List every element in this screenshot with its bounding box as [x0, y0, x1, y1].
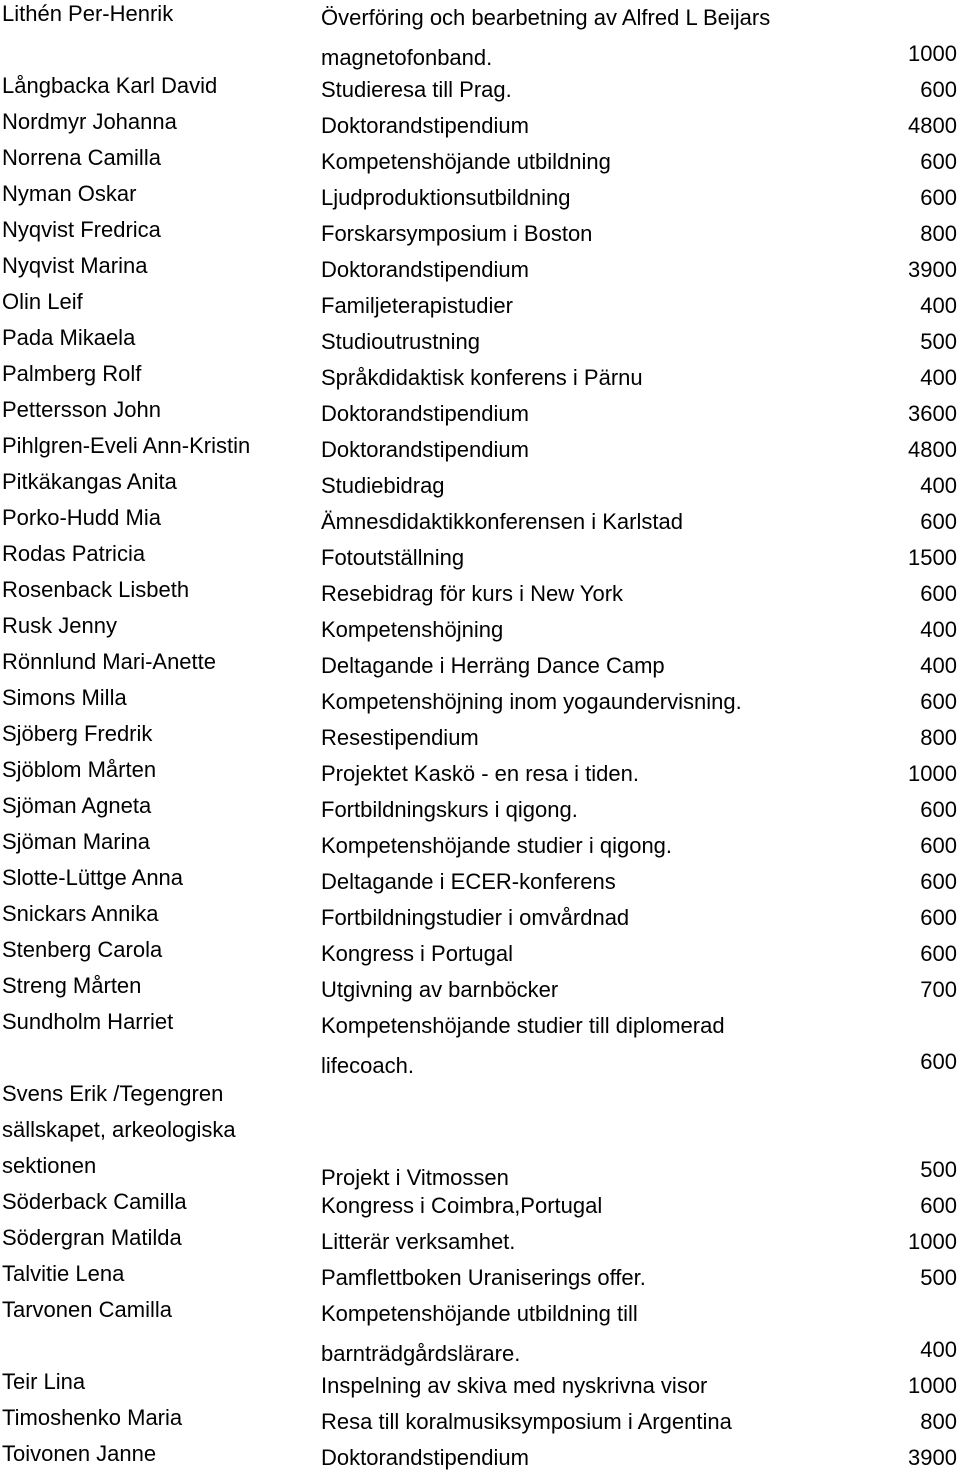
grant-amount: 1000	[908, 41, 957, 66]
grant-purpose	[321, 645, 881, 685]
grant-purpose	[321, 1221, 881, 1261]
grant-purpose-line: Kompetenshöjande utbildning	[321, 149, 611, 174]
recipient-name-line: Rönnlund Mari-Anette	[2, 649, 217, 674]
recipient-name-line: Simons Milla	[2, 685, 127, 710]
grant-purpose	[321, 933, 881, 973]
table-row	[0, 861, 960, 897]
recipient-name	[2, 1437, 302, 1473]
recipient-name-line: Olin Leif	[2, 289, 83, 314]
grant-purpose-line: Kompetenshöjande studier i qigong.	[321, 833, 673, 858]
grant-purpose-line: Deltagande i ECER-konferens	[321, 869, 616, 894]
recipient-name	[2, 681, 302, 717]
table-row	[0, 717, 960, 753]
grant-purpose-line: Kompetenshöjande utbildning till	[321, 1301, 638, 1326]
grant-purpose	[321, 429, 881, 469]
table-row	[0, 357, 960, 393]
recipient-name-line: Söderback Camilla	[2, 1189, 187, 1214]
table-row	[0, 1437, 960, 1473]
recipient-name	[2, 69, 302, 105]
recipient-name-line: Lithén Per-Henrik	[2, 1, 174, 26]
grant-amount: 500	[920, 1157, 957, 1182]
table-row	[0, 1365, 960, 1401]
recipient-name	[2, 0, 302, 33]
grant-amount: 600	[920, 797, 957, 822]
grant-purpose	[321, 1401, 881, 1441]
grant-purpose-line: Studiebidrag	[321, 473, 445, 498]
grant-purpose	[321, 969, 881, 1009]
grant-purpose	[321, 0, 881, 77]
recipient-name-line: Sundholm Harriet	[2, 1009, 174, 1034]
grant-purpose-line: Överföring och bearbetning av Alfred L Beijars	[321, 5, 771, 30]
grant-purpose-line: lifecoach.	[321, 1053, 414, 1078]
grant-purpose-line: Ljudproduktionsutbildning	[321, 185, 571, 210]
grant-amount: 3900	[908, 1445, 957, 1470]
table-row	[0, 429, 960, 465]
grant-amount: 1000	[908, 1229, 957, 1254]
grant-purpose	[321, 1293, 881, 1373]
table-row	[0, 933, 960, 969]
grant-purpose-line: Fortbildningstudier i omvårdnad	[321, 905, 630, 930]
table-row	[0, 537, 960, 573]
grant-purpose	[321, 177, 881, 217]
grant-purpose-line: Deltagande i Herräng Dance Camp	[321, 653, 665, 678]
grant-amount: 4800	[908, 113, 957, 138]
recipient-name-line: Toivonen Janne	[2, 1441, 157, 1466]
grant-amount: 400	[920, 293, 957, 318]
grant-purpose-line	[321, 1077, 881, 1117]
grant-purpose-line: Språkdidaktisk konferens i Pärnu	[321, 365, 643, 390]
recipient-name-line: Tarvonen Camilla	[2, 1297, 172, 1322]
grant-purpose	[321, 321, 881, 361]
table-row	[0, 69, 960, 105]
recipient-name-line: Pettersson John	[2, 397, 161, 422]
grant-purpose	[321, 1365, 881, 1405]
grant-purpose-line: Resestipendium	[321, 725, 479, 750]
grant-purpose	[321, 501, 881, 541]
table-row	[0, 645, 960, 681]
recipient-name-line: Snickars Annika	[2, 901, 159, 926]
recipient-name	[2, 357, 302, 393]
grant-amount: 3600	[908, 401, 957, 426]
recipient-name	[2, 393, 302, 429]
recipient-name	[2, 1005, 302, 1041]
recipient-name	[2, 537, 302, 573]
grant-purpose	[321, 105, 881, 145]
grant-amount: 4800	[908, 437, 957, 462]
grant-amount: 3900	[908, 257, 957, 282]
grant-purpose	[321, 717, 881, 757]
grant-purpose-line: Kompetenshöjning	[321, 617, 504, 642]
recipient-name	[2, 321, 302, 357]
table-row	[0, 285, 960, 321]
recipient-name-line: Södergran Matilda	[2, 1225, 182, 1250]
grant-purpose-line: Ämnesdidaktikkonferensen i Karlstad	[321, 509, 683, 534]
recipient-name-line: Streng Mårten	[2, 973, 142, 998]
recipient-name-line: Sjöman Agneta	[2, 793, 152, 818]
table-row	[0, 1005, 960, 1077]
recipient-name	[2, 645, 302, 681]
grant-purpose	[321, 285, 881, 325]
recipient-name-line: Pihlgren-Eveli Ann-Kristin	[2, 433, 251, 458]
grant-purpose	[321, 789, 881, 829]
grant-purpose	[321, 537, 881, 577]
recipient-name	[2, 465, 302, 501]
grant-purpose-line: Resebidrag för kurs i New York	[321, 581, 624, 606]
table-row	[0, 105, 960, 141]
table-row	[0, 465, 960, 501]
table-row	[0, 573, 960, 609]
table-row	[0, 1401, 960, 1437]
grant-purpose-line: Doktorandstipendium	[321, 437, 529, 462]
grant-purpose	[321, 1257, 881, 1297]
grant-purpose-line: Doktorandstipendium	[321, 257, 529, 282]
recipient-name-line: Nyqvist Marina	[2, 253, 148, 278]
table-row	[0, 501, 960, 537]
table-row	[0, 177, 960, 213]
grant-amount: 500	[920, 1265, 957, 1290]
grant-purpose-line: Studioutrustning	[321, 329, 480, 354]
table-row	[0, 1293, 960, 1365]
grant-purpose-line: Utgivning av barnböcker	[321, 977, 559, 1002]
grant-purpose	[321, 753, 881, 793]
recipient-name-line: Norrena Camilla	[2, 145, 161, 170]
table-row	[0, 141, 960, 177]
recipient-name-line: Nordmyr Johanna	[2, 109, 177, 134]
recipient-name-line: Timoshenko Maria	[2, 1405, 183, 1430]
table-row	[0, 681, 960, 717]
grant-purpose-line: Kongress i Coimbra,Portugal	[321, 1193, 603, 1218]
recipient-name-line: Palmberg Rolf	[2, 361, 142, 386]
grant-amount: 800	[920, 725, 957, 750]
recipient-name	[2, 825, 302, 861]
recipient-name	[2, 285, 302, 321]
table-row	[0, 393, 960, 429]
grant-amount: 600	[920, 1049, 957, 1074]
recipient-name	[2, 177, 302, 213]
grant-purpose	[321, 825, 881, 865]
table-row	[0, 1185, 960, 1221]
recipient-name	[2, 861, 302, 897]
recipient-name	[2, 213, 302, 249]
recipient-name	[2, 249, 302, 285]
recipient-name-line: Teir Lina	[2, 1369, 86, 1394]
table-row	[0, 1221, 960, 1257]
grant-amount: 800	[920, 221, 957, 246]
recipient-name-line: Sjöblom Mårten	[2, 757, 157, 782]
table-row	[0, 609, 960, 645]
grant-purpose	[321, 393, 881, 433]
grant-purpose	[321, 861, 881, 901]
grant-purpose	[321, 1185, 881, 1225]
grant-purpose-line: Litterär verksamhet.	[321, 1229, 516, 1254]
table-row	[0, 1077, 960, 1190]
recipient-name-line: Svens Erik /Tegengren	[2, 1081, 224, 1106]
table-row	[0, 969, 960, 1005]
grant-amount: 600	[920, 149, 957, 174]
table-row	[0, 249, 960, 285]
grant-amount: 1000	[908, 1373, 957, 1398]
recipient-name	[2, 609, 302, 645]
recipient-name-line: Rodas Patricia	[2, 541, 146, 566]
grant-purpose-line: Forskarsymposium i Boston	[321, 221, 593, 246]
grant-amount: 700	[920, 977, 957, 1002]
table-row	[0, 897, 960, 933]
recipient-name	[2, 1185, 302, 1221]
grant-purpose-line: Fotoutställning	[321, 545, 465, 570]
grant-purpose	[321, 249, 881, 289]
recipient-name	[2, 897, 302, 933]
grant-amount: 600	[920, 185, 957, 210]
recipient-name-line: Rusk Jenny	[2, 613, 117, 638]
grant-amount: 600	[920, 77, 957, 102]
grant-purpose	[321, 1005, 881, 1085]
grant-purpose-line: Studieresa till Prag.	[321, 77, 512, 102]
grant-purpose-line: Fortbildningskurs i qigong.	[321, 797, 578, 822]
recipient-name-line: Pitkäkangas Anita	[2, 469, 177, 494]
grant-amount: 400	[920, 653, 957, 678]
grant-amount: 400	[920, 473, 957, 498]
grant-purpose-line: Resa till koralmusiksymposium i Argentina	[321, 1409, 732, 1434]
recipient-name-line: sektionen	[2, 1153, 97, 1178]
grant-purpose-line: Doktorandstipendium	[321, 113, 529, 138]
grant-purpose-line: barnträdgårdslärare.	[321, 1341, 521, 1366]
grant-purpose	[321, 609, 881, 649]
recipient-name	[2, 501, 302, 537]
recipient-name	[2, 789, 302, 825]
grant-purpose-line: Doktorandstipendium	[321, 1445, 529, 1470]
table-row	[0, 321, 960, 357]
grant-purpose	[321, 681, 881, 721]
grant-amount: 600	[920, 509, 957, 534]
grant-amount: 600	[920, 833, 957, 858]
grant-purpose	[321, 573, 881, 613]
grant-purpose-line: Projekt i Vitmossen	[321, 1165, 509, 1190]
grant-purpose	[321, 465, 881, 505]
recipient-name	[2, 1257, 302, 1293]
recipient-name-line: Porko-Hudd Mia	[2, 505, 161, 530]
grant-purpose	[321, 213, 881, 253]
grant-amount: 800	[920, 1409, 957, 1434]
recipient-name-line: Rosenback Lisbeth	[2, 577, 190, 602]
table-row	[0, 0, 960, 69]
recipient-name-line: Slotte-Lüttge Anna	[2, 865, 184, 890]
grant-purpose-line: Kompetenshöjning inom yogaundervisning.	[321, 689, 742, 714]
grant-purpose-line: Pamflettboken Uraniserings offer.	[321, 1265, 646, 1290]
recipient-name-line: Sjöberg Fredrik	[2, 721, 153, 746]
table-row	[0, 1257, 960, 1293]
grant-purpose-line: magnetofonband.	[321, 45, 493, 70]
recipient-name	[2, 1077, 302, 1185]
recipient-name	[2, 141, 302, 177]
recipient-name	[2, 753, 302, 789]
recipient-name	[2, 573, 302, 609]
grant-amount: 600	[920, 581, 957, 606]
table-row	[0, 789, 960, 825]
recipient-name	[2, 933, 302, 969]
recipient-name-line: Stenberg Carola	[2, 937, 163, 962]
grant-purpose-line: Kompetenshöjande studier till diplomerad	[321, 1013, 725, 1038]
grant-purpose-line: Inspelning av skiva med nyskrivna visor	[321, 1373, 708, 1398]
grant-purpose-line: Familjeterapistudier	[321, 293, 513, 318]
grant-amount: 600	[920, 941, 957, 966]
table-row	[0, 825, 960, 861]
table-row	[0, 753, 960, 789]
recipient-name	[2, 1365, 302, 1401]
recipient-name-line: Pada Mikaela	[2, 325, 136, 350]
grant-amount: 600	[920, 689, 957, 714]
grant-amount: 400	[920, 617, 957, 642]
grant-purpose-line: Projektet Kaskö - en resa i tiden.	[321, 761, 639, 786]
recipient-name-line: Nyqvist Fredrica	[2, 217, 161, 242]
recipient-name-line: Talvitie Lena	[2, 1261, 125, 1286]
table-row	[0, 213, 960, 249]
grant-purpose	[321, 897, 881, 937]
grant-amount: 1000	[908, 761, 957, 786]
grant-amount: 600	[920, 905, 957, 930]
grant-purpose	[321, 1437, 881, 1477]
grant-purpose-line: Kongress i Portugal	[321, 941, 513, 966]
grant-purpose	[321, 69, 881, 109]
grant-amount: 600	[920, 1193, 957, 1218]
grant-amount: 400	[920, 365, 957, 390]
grant-purpose-line: Doktorandstipendium	[321, 401, 529, 426]
recipient-name	[2, 717, 302, 753]
recipient-name	[2, 105, 302, 141]
grant-purpose	[321, 141, 881, 181]
grant-purpose-line	[321, 1117, 881, 1157]
grant-amount: 400	[920, 1337, 957, 1362]
recipient-name	[2, 429, 302, 465]
recipient-name-line: Sjöman Marina	[2, 829, 150, 854]
recipient-name	[2, 969, 302, 1005]
grant-amount: 1500	[908, 545, 957, 570]
recipient-name	[2, 1293, 302, 1329]
grant-amount: 600	[920, 869, 957, 894]
recipient-name-line: Långbacka Karl David	[2, 73, 218, 98]
recipient-name	[2, 1401, 302, 1437]
grant-purpose	[321, 357, 881, 397]
recipient-name-line: sällskapet, arkeologiska	[2, 1117, 236, 1142]
grant-amount: 500	[920, 329, 957, 354]
grant-purpose	[321, 1077, 881, 1197]
recipient-name-line: Nyman Oskar	[2, 181, 137, 206]
recipient-name	[2, 1221, 302, 1257]
